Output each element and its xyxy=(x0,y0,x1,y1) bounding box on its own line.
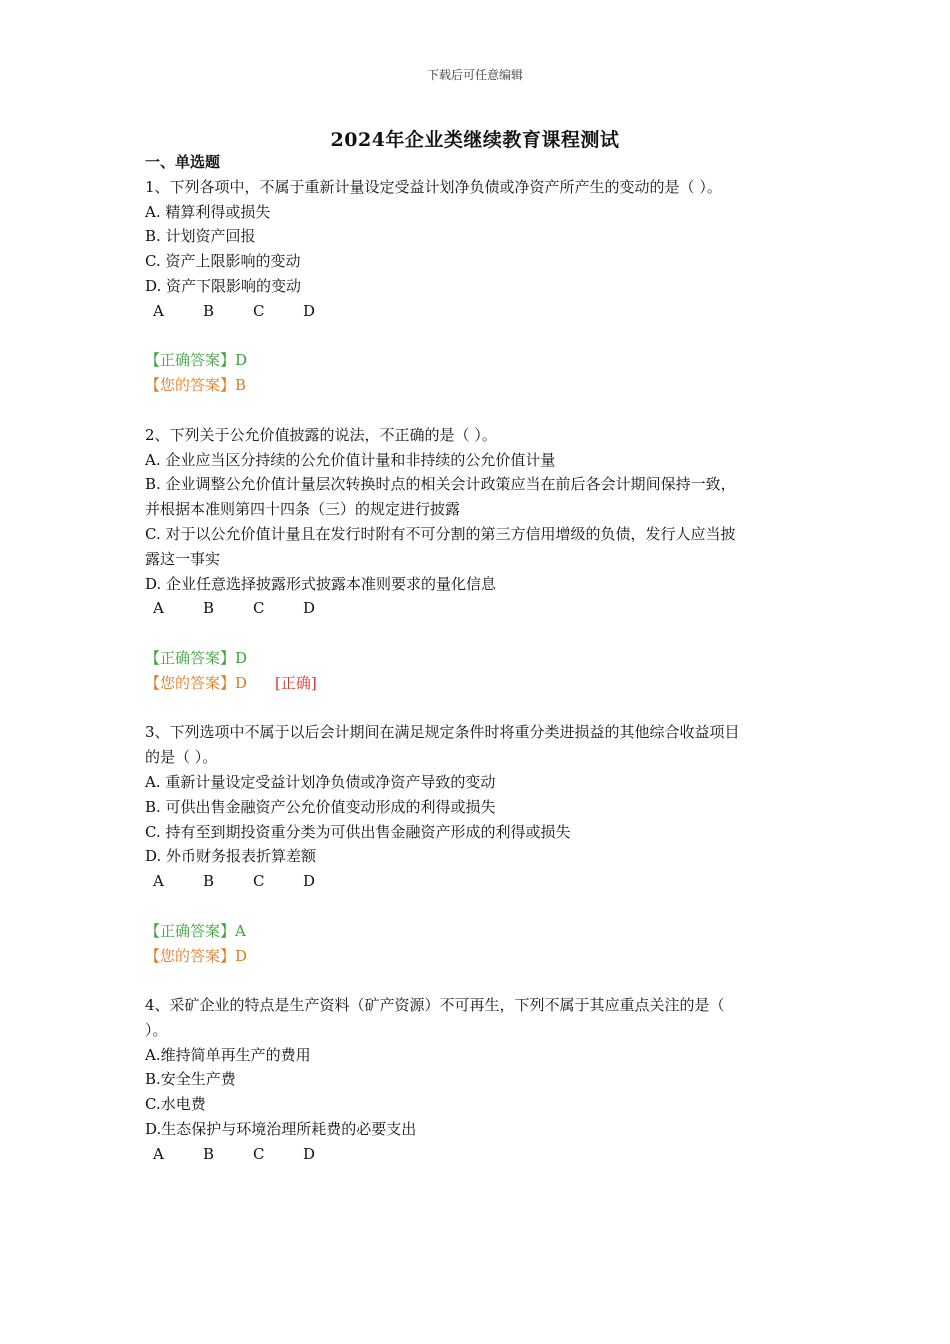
correct-answer: 【正确答案】A xyxy=(145,921,246,940)
correct-flag: [正确] xyxy=(275,673,317,692)
option-b: B. 可供出售金融资产公允价值变动形成的利得或损失 xyxy=(145,797,496,816)
choice-b[interactable]: B xyxy=(203,599,215,618)
choice-row xyxy=(145,596,815,621)
correct-answer: 【正确答案】D xyxy=(145,351,248,370)
option-d: D. 外币财务报表折算差额 xyxy=(145,847,317,866)
option-a: A.维持简单再生产的费用 xyxy=(145,1045,311,1064)
option-d: D.生态保护与环境治理所耗费的必要支出 xyxy=(145,1120,417,1139)
choice-b[interactable]: B xyxy=(203,301,215,320)
option-b-continued: 并根据本准则第四十四条（三）的规定进行披露 xyxy=(145,500,461,519)
document-title: 2024年企业类继续教育课程测试 xyxy=(330,129,620,151)
choice-c[interactable]: C xyxy=(253,599,265,618)
question-4 xyxy=(145,993,815,1167)
your-answer: 【您的答案】D xyxy=(145,946,248,965)
choice-a[interactable]: A xyxy=(153,1144,164,1163)
your-answer-row xyxy=(145,671,815,696)
choice-c[interactable]: C xyxy=(253,872,265,891)
question-3 xyxy=(145,720,815,993)
question-stem: 3、下列选项中不属于以后会计期间在满足规定条件时将重分类进损益的其他综合收益项目 xyxy=(145,723,740,742)
option-c: C.水电费 xyxy=(145,1095,206,1114)
question-1 xyxy=(145,175,815,423)
your-answer: 【您的答案】D xyxy=(145,673,248,692)
choice-b[interactable]: B xyxy=(203,1144,215,1163)
correct-answer: 【正确答案】D xyxy=(145,648,248,667)
question-stem: 4、采矿企业的特点是生产资料（矿产资源）不可再生，下列不属于其应重点关注的是（ xyxy=(145,996,725,1015)
option-c-continued: 露这一事实 xyxy=(145,549,221,568)
choice-d[interactable]: D xyxy=(303,301,316,320)
document-body xyxy=(145,150,815,1167)
header-note: 下载后可任意编辑 xyxy=(426,68,523,82)
choice-row xyxy=(145,1142,815,1167)
your-answer: 【您的答案】B xyxy=(145,376,247,395)
choice-c[interactable]: C xyxy=(253,301,265,320)
section-heading: 一、单选题 xyxy=(145,153,221,171)
option-b: B.安全生产费 xyxy=(145,1070,236,1089)
choice-row xyxy=(145,299,815,324)
choice-a[interactable]: A xyxy=(153,872,164,891)
choice-a[interactable]: A xyxy=(153,599,164,618)
choice-b[interactable]: B xyxy=(203,872,215,891)
option-a: A. 企业应当区分持续的公允价值计量和非持续的公允价值计量 xyxy=(145,450,556,469)
question-stem: 1、下列各项中，不属于重新计量设定受益计划净负债或净资产所产生的变动的是（ ）。 xyxy=(145,177,722,196)
choice-d[interactable]: D xyxy=(303,872,316,891)
option-d: D. 企业任意选择披露形式披露本准则要求的量化信息 xyxy=(145,574,497,593)
option-a: A. 重新计量设定受益计划净负债或净资产导致的变动 xyxy=(145,772,496,791)
option-c: C. 持有至到期投资重分类为可供出售金融资产形成的利得或损失 xyxy=(145,822,571,841)
choice-a[interactable]: A xyxy=(153,301,164,320)
option-c: C. 对于以公允价值计量且在发行时附有不可分割的第三方信用增级的负债，发行人应当披 xyxy=(145,524,736,543)
question-stem: 2、下列关于公允价值披露的说法，不正确的是（ ）。 xyxy=(145,425,497,444)
question-stem-continued: 的是（ ）。 xyxy=(145,748,218,767)
option-d: D. 资产下限影响的变动 xyxy=(145,276,302,295)
question-stem-continued: ）。 xyxy=(145,1020,168,1039)
choice-d[interactable]: D xyxy=(303,1144,316,1163)
question-2 xyxy=(145,423,815,721)
option-b: B. 计划资产回报 xyxy=(145,227,256,246)
option-a: A. 精算利得或损失 xyxy=(145,202,271,221)
choice-d[interactable]: D xyxy=(303,599,316,618)
choice-row xyxy=(145,869,815,894)
option-c: C. 资产上限影响的变动 xyxy=(145,252,301,271)
option-b: B. 企业调整公允价值计量层次转换时点的相关会计政策应当在前后各会计期间保持一致， xyxy=(145,475,736,494)
choice-c[interactable]: C xyxy=(253,1144,265,1163)
